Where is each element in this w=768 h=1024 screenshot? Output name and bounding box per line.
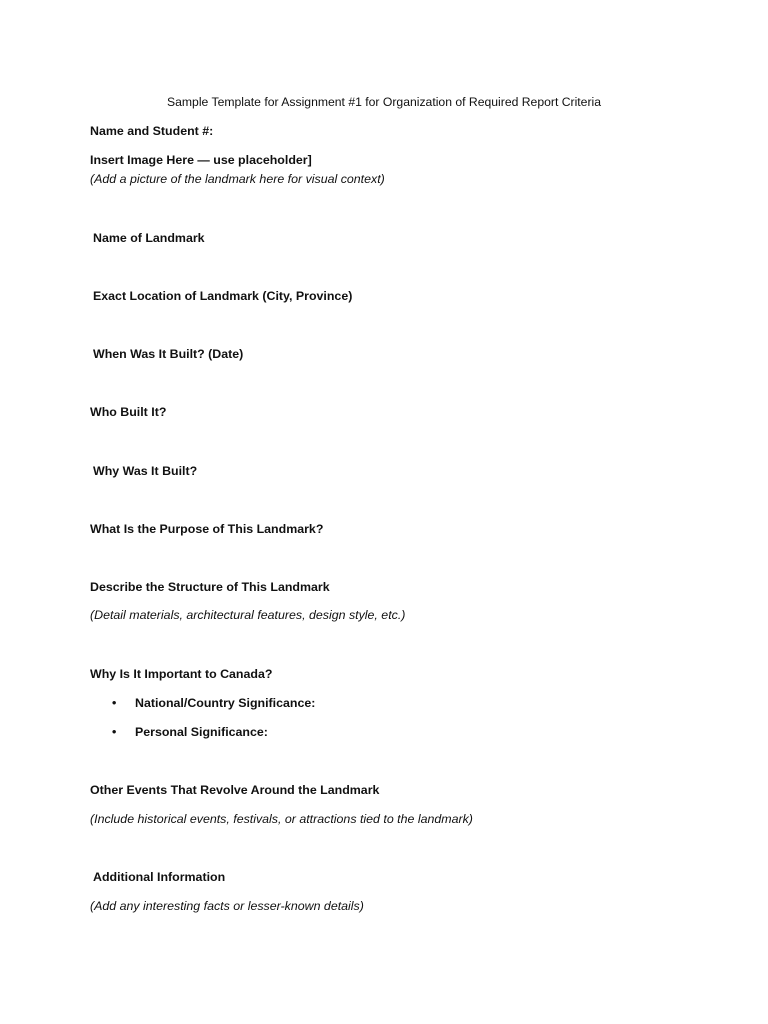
who-built-heading: Who Built It?	[90, 405, 167, 419]
bullet-item-personal	[112, 724, 268, 740]
purpose-heading: What Is the Purpose of This Landmark?	[90, 522, 324, 536]
additional-info-hint: (Add any interesting facts or lesser-known details)	[90, 899, 364, 913]
document-title: Sample Template for Assignment #1 for Organization of Required Report Criteria	[167, 95, 601, 109]
name-student-label: Name and Student #:	[90, 124, 214, 138]
name-of-landmark-heading: Name of Landmark	[93, 231, 205, 245]
describe-structure-hint: (Detail materials, architectural features, design style, etc.)	[90, 608, 406, 622]
bullet-label: Personal Significance:	[135, 725, 268, 739]
when-built-heading: When Was It Built? (Date)	[93, 347, 244, 361]
describe-structure-heading: Describe the Structure of This Landmark	[90, 580, 330, 594]
insert-image-hint: (Add a picture of the landmark here for visual context)	[90, 172, 385, 186]
bullet-item-national	[112, 695, 315, 711]
why-built-heading: Why Was It Built?	[93, 464, 198, 478]
insert-image-label: Insert Image Here — use placeholder]	[90, 153, 312, 167]
bullet-icon: •	[112, 725, 117, 739]
bullet-label: National/Country Significance:	[135, 696, 316, 710]
importance-heading: Why Is It Important to Canada?	[90, 667, 273, 681]
other-events-hint: (Include historical events, festivals, or attractions tied to the landmark)	[90, 812, 473, 826]
other-events-heading: Other Events That Revolve Around the Landmark	[90, 783, 380, 797]
exact-location-heading: Exact Location of Landmark (City, Province)	[93, 289, 353, 303]
additional-info-heading: Additional Information	[93, 870, 226, 884]
bullet-icon: •	[112, 696, 117, 710]
